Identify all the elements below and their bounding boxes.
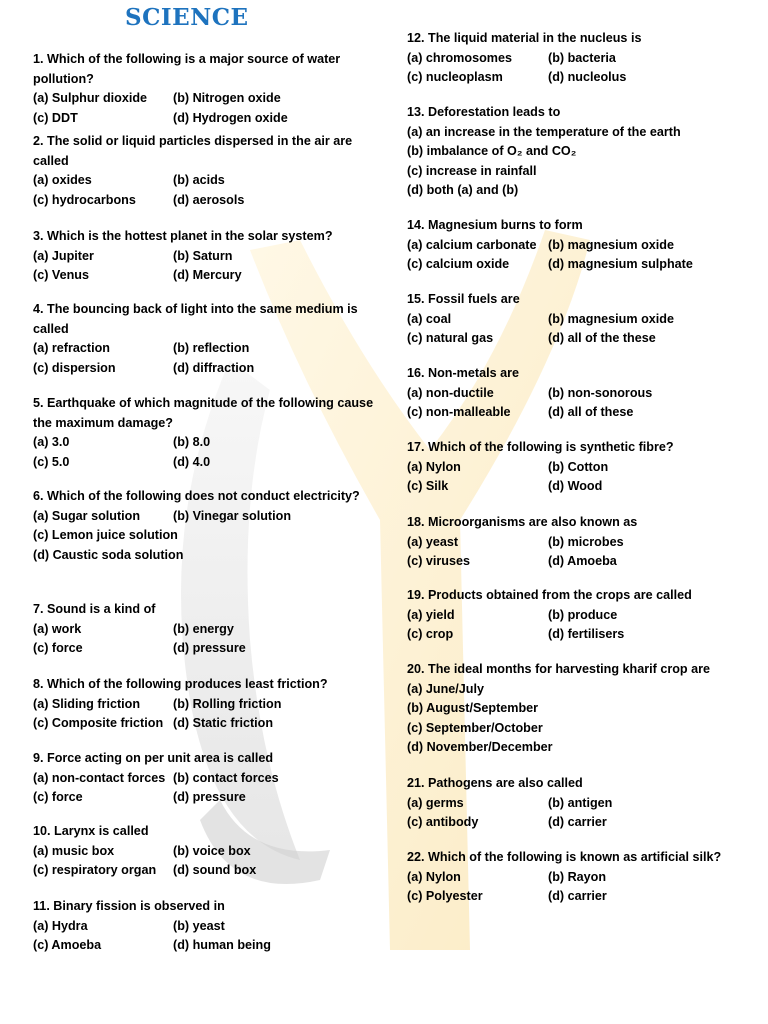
option-d: (d) Mercury bbox=[173, 268, 242, 283]
question-1 bbox=[33, 50, 378, 128]
option-b: (b) bacteria bbox=[548, 50, 616, 65]
option-d: (d) carrier bbox=[548, 889, 607, 904]
question-text: 20. The ideal months for harvesting kharif crop are bbox=[407, 662, 711, 676]
option-d: (d) magnesium sulphate bbox=[548, 257, 693, 272]
question-text: 2. The solid or liquid particles dispersed in the air are called bbox=[33, 134, 353, 168]
option-a: (a) Sulphur dioxide bbox=[33, 91, 148, 106]
option-d: (d) Caustic soda solution bbox=[33, 547, 184, 562]
option-a: (a) refraction bbox=[33, 341, 110, 356]
option-d: (d) all of these bbox=[548, 405, 634, 420]
option-a: (a) Nylon bbox=[407, 459, 461, 474]
option-b: (b) non-sonorous bbox=[548, 385, 653, 400]
question-text: 21. Pathogens are also called bbox=[407, 776, 583, 790]
option-d: (d) all of the these bbox=[548, 331, 656, 346]
question-text: 3. Which is the hottest planet in the solar system? bbox=[33, 229, 333, 243]
option-c: (c) natural gas bbox=[407, 331, 494, 346]
option-c: (c) viruses bbox=[407, 554, 470, 569]
option-a: (a) music box bbox=[33, 843, 115, 858]
question-4 bbox=[33, 300, 378, 378]
option-b: (b) voice box bbox=[173, 843, 251, 858]
option-a: (a) non-contact forces bbox=[33, 770, 166, 785]
question-5 bbox=[33, 394, 378, 472]
option-c: (c) nucleoplasm bbox=[407, 70, 503, 85]
question-11 bbox=[33, 897, 378, 956]
question-10 bbox=[33, 822, 378, 881]
option-a: (a) Nylon bbox=[407, 869, 461, 884]
question-text: 13. Deforestation leads to bbox=[407, 105, 561, 119]
question-text: 8. Which of the following produces least friction? bbox=[33, 677, 328, 691]
question-14 bbox=[407, 216, 752, 275]
option-a: (a) Sliding friction bbox=[33, 696, 141, 711]
question-text: 11. Binary fission is observed in bbox=[33, 899, 225, 913]
option-d: (d) fertilisers bbox=[548, 627, 625, 642]
option-b: (b) acids bbox=[173, 173, 225, 188]
option-d: (d) Amoeba bbox=[548, 554, 617, 569]
option-d: (d) aerosols bbox=[173, 192, 245, 207]
option-d: (d) both (a) and (b) bbox=[407, 183, 519, 198]
option-a: (a) yeast bbox=[407, 534, 459, 549]
option-b: (b) Rolling friction bbox=[173, 696, 282, 711]
question-text: 15. Fossil fuels are bbox=[407, 292, 520, 306]
option-c: (c) Polyester bbox=[407, 889, 483, 904]
option-d: (d) diffraction bbox=[173, 360, 255, 375]
option-c: (c) crop bbox=[407, 627, 454, 642]
option-d: (d) nucleolus bbox=[548, 70, 627, 85]
option-b: (b) Vinegar solution bbox=[173, 508, 292, 523]
option-b: (b) Saturn bbox=[173, 248, 233, 263]
option-c: (c) dispersion bbox=[33, 360, 116, 375]
option-b: (b) microbes bbox=[548, 534, 624, 549]
option-a: (a) Sugar solution bbox=[33, 508, 141, 523]
option-a: (a) 3.0 bbox=[33, 435, 70, 450]
question-8 bbox=[33, 675, 378, 734]
option-a: (a) germs bbox=[407, 795, 464, 810]
option-a: (a) June/July bbox=[407, 681, 484, 696]
option-b: (b) magnesium oxide bbox=[548, 237, 674, 252]
option-b: (b) 8.0 bbox=[173, 435, 211, 450]
question-12 bbox=[407, 29, 752, 88]
question-9 bbox=[33, 749, 378, 808]
question-22 bbox=[407, 848, 752, 907]
option-c: (c) September/October bbox=[407, 720, 543, 735]
question-3 bbox=[33, 227, 378, 286]
option-b: (b) contact forces bbox=[173, 770, 279, 785]
question-18 bbox=[407, 513, 752, 572]
question-21 bbox=[407, 774, 752, 833]
option-c: (c) force bbox=[33, 641, 83, 656]
option-a: (a) chromosomes bbox=[407, 50, 512, 65]
option-c: (c) Silk bbox=[407, 479, 449, 494]
question-20 bbox=[407, 660, 752, 758]
question-13 bbox=[407, 103, 752, 201]
option-d: (d) pressure bbox=[173, 790, 246, 805]
question-15 bbox=[407, 290, 752, 349]
question-text: 14. Magnesium burns to form bbox=[407, 218, 583, 232]
option-a: (a) work bbox=[33, 621, 82, 636]
question-text: 4. The bouncing back of light into the same medium is called bbox=[33, 302, 358, 336]
option-c: (c) Amoeba bbox=[33, 938, 102, 953]
question-text: 22. Which of the following is known as artificial silk? bbox=[407, 850, 722, 864]
question-2 bbox=[33, 132, 378, 210]
option-b: (b) produce bbox=[548, 607, 618, 622]
question-text: 5. Earthquake of which magnitude of the following cause the maximum damage? bbox=[33, 396, 374, 430]
option-c: (c) non-malleable bbox=[407, 405, 511, 420]
option-d: (d) Wood bbox=[548, 479, 603, 494]
option-d: (d) carrier bbox=[548, 815, 607, 830]
option-a: (a) oxides bbox=[33, 173, 92, 188]
option-c: (c) DDT bbox=[33, 110, 78, 125]
question-text: 7. Sound is a kind of bbox=[33, 602, 156, 616]
question-19 bbox=[407, 586, 752, 645]
option-a: (a) Hydra bbox=[33, 918, 88, 933]
question-text: 19. Products obtained from the crops are called bbox=[407, 588, 692, 602]
option-d: (d) 4.0 bbox=[173, 454, 211, 469]
option-d: (d) pressure bbox=[173, 641, 246, 656]
option-c: (c) 5.0 bbox=[33, 454, 70, 469]
option-c: (c) calcium oxide bbox=[407, 257, 510, 272]
question-text: 6. Which of the following does not conduct electricity? bbox=[33, 489, 360, 503]
option-c: (c) increase in rainfall bbox=[407, 163, 537, 178]
option-b: (b) Rayon bbox=[548, 869, 607, 884]
option-c: (c) force bbox=[33, 790, 83, 805]
option-d: (d) November/December bbox=[407, 740, 553, 755]
option-b: (b) Nitrogen oxide bbox=[173, 91, 281, 106]
question-text: 1. Which of the following is a major source of water pollution? bbox=[33, 52, 341, 86]
option-b: (b) Cotton bbox=[548, 459, 609, 474]
option-b: (b) imbalance of O₂ and CO₂ bbox=[407, 144, 577, 159]
question-text: 16. Non-metals are bbox=[407, 366, 519, 380]
option-d: (d) sound box bbox=[173, 863, 257, 878]
option-a: (a) non-ductile bbox=[407, 385, 494, 400]
option-b: (b) yeast bbox=[173, 918, 225, 933]
option-c: (c) hydrocarbons bbox=[33, 192, 136, 207]
option-b: (b) antigen bbox=[548, 795, 613, 810]
question-text: 17. Which of the following is synthetic fibre? bbox=[407, 440, 674, 454]
option-d: (d) Hydrogen oxide bbox=[173, 110, 288, 125]
option-c: (c) Composite friction bbox=[33, 716, 164, 731]
question-6 bbox=[33, 487, 378, 565]
option-a: (a) an increase in the temperature of the earth bbox=[407, 124, 681, 139]
option-a: (a) calcium carbonate bbox=[407, 237, 537, 252]
page-title: SCIENCE bbox=[125, 4, 249, 31]
option-c: (c) respiratory organ bbox=[33, 863, 157, 878]
option-c: (c) antibody bbox=[407, 815, 479, 830]
question-17 bbox=[407, 438, 752, 497]
option-a: (a) Jupiter bbox=[33, 248, 94, 263]
question-text: 18. Microorganisms are also known as bbox=[407, 515, 638, 529]
question-16 bbox=[407, 364, 752, 423]
option-d: (d) Static friction bbox=[173, 716, 274, 731]
question-text: 9. Force acting on per unit area is called bbox=[33, 751, 274, 765]
option-b: (b) energy bbox=[173, 621, 234, 636]
option-a: (a) yield bbox=[407, 607, 455, 622]
option-a: (a) coal bbox=[407, 311, 452, 326]
question-text: 10. Larynx is called bbox=[33, 824, 149, 838]
question-text: 12. The liquid material in the nucleus is bbox=[407, 31, 642, 45]
option-d: (d) human being bbox=[173, 938, 271, 953]
question-7 bbox=[33, 600, 378, 659]
option-b: (b) August/September bbox=[407, 701, 539, 716]
option-c: (c) Lemon juice solution bbox=[33, 528, 178, 543]
option-b: (b) magnesium oxide bbox=[548, 311, 674, 326]
option-c: (c) Venus bbox=[33, 268, 89, 283]
option-b: (b) reflection bbox=[173, 341, 250, 356]
